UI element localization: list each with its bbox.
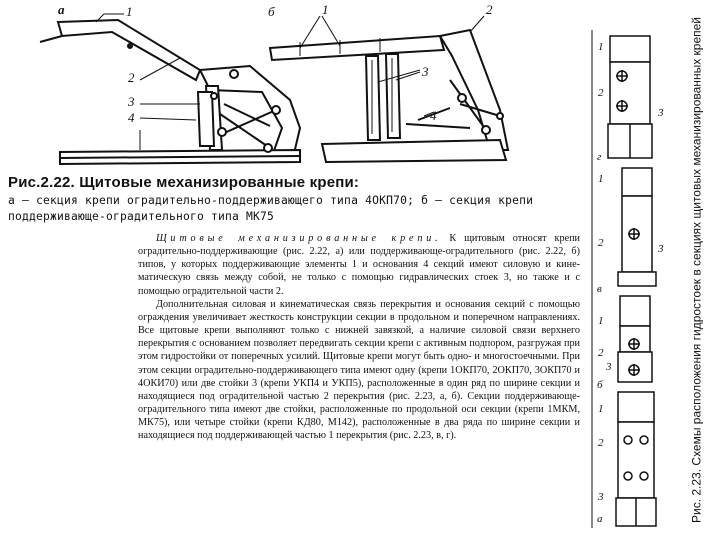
scheme-g-num-1: 1 — [598, 403, 604, 415]
scheme-g-num-3: 3 — [598, 491, 604, 503]
lead-term: Щитовые механизированные крепи. — [156, 233, 442, 244]
panel-a-label: а — [58, 2, 65, 17]
figure-2-22-title: Рис.2.22. Щитовые механизированные крепи: — [8, 174, 360, 191]
scheme-v-num-1: 1 — [598, 315, 604, 327]
callout-a-2: 2 — [128, 70, 135, 85]
paragraph-1 — [138, 232, 580, 298]
scheme-v-num-3: 3 — [606, 361, 612, 373]
scheme-v-num-2: 2 — [598, 347, 604, 359]
scheme-g-letter: г — [597, 151, 602, 163]
scheme-a-num-3: 3 — [658, 107, 664, 119]
scheme-a-letter: а — [597, 513, 603, 525]
scheme-v — [618, 296, 652, 382]
scheme-v-letter: в — [597, 283, 602, 295]
scheme-a-num-1: 1 — [598, 41, 604, 53]
figure-2-23-caption: Рис. 2.23. Схемы расположения гидростоек в секциях щитовых механизированных крепей — [689, 17, 704, 523]
callout-b-4: 4 — [430, 108, 437, 123]
callout-b-2: 2 — [486, 2, 493, 17]
scheme-a-num-2: 2 — [598, 87, 604, 99]
scheme-g-num-2: 2 — [598, 437, 604, 449]
body-text — [138, 232, 580, 443]
scheme-b-num-2: 2 — [598, 237, 604, 249]
scheme-b-num-3: 3 — [658, 243, 664, 255]
callout-a-1: 1 — [126, 4, 133, 19]
paragraph-1-text: К щитовым относят крепи оградительно-поддерживающие (рис. 2.22, а) или поддерживающе-оградительного (рис. 2.22, б) типов, у которых поддерживающие элементы 1 и основания 4 секций имеют силовую и кинематическую связь между собой, не только с помощью гидравлических стоек 3, но также и с помощью оградительной части 2. — [138, 233, 580, 297]
paragraph-2: Дополнительная силовая и кинематическая связь перекрытия и основания секций с помощью ограждения увеличивает жесткость конструкции секции в продольном и поперечном направлениях. Все щитовые крепи выполняют только с нижней завязкой, а наличие силовой связи верхнего перекрытия с основанием позволяет передвигать секции крепи с активным подпором, разгружая при этом гидростойки от поперечных усилий. Щитовые крепи могут быть одно- и многостоечными. При этом секции оградительно-поддерживающего типа имеют одну (крепи 1ОКП70, 2ОКП70, 3ОКП70 и 4ОКИ70) или две стойки 3 (крепи УКП4 и УКП5), расположенные в один ряд по ширине секции и находящиеся под оградительной частью 2 перекрытия (рис. 2.23, а, б). Секции поддерживающе-оградительного типа имеют две стойки, расположенные по продольной оси секции (крепи 1МКМ, МК75), или четыре стойки (крепи КД80, М142), расположенные в два ряда по ширине секции и находящиеся под поддерживающей частью 1 перекрытия (рис. 2.23, в, г). — [138, 298, 580, 442]
scheme-b — [618, 168, 656, 286]
scheme-a — [608, 36, 652, 158]
scheme-g — [616, 392, 656, 526]
panel-b-label: б — [268, 4, 275, 19]
callout-a-3: 3 — [128, 94, 135, 109]
scheme-b-letter: б — [597, 379, 603, 391]
callout-b-3: 3 — [422, 64, 429, 79]
callout-b-1: 1 — [322, 2, 329, 17]
figure-2-22-caption-line-2: поддерживающе-оградительного типа МК75 — [8, 210, 275, 223]
callout-a-4: 4 — [128, 110, 135, 125]
scheme-b-num-1: 1 — [598, 173, 604, 185]
figure-2-22-caption-line-1: а – секция крепи оградительно-поддерживающего типа 4ОКП70; б – секция крепи — [8, 194, 534, 207]
